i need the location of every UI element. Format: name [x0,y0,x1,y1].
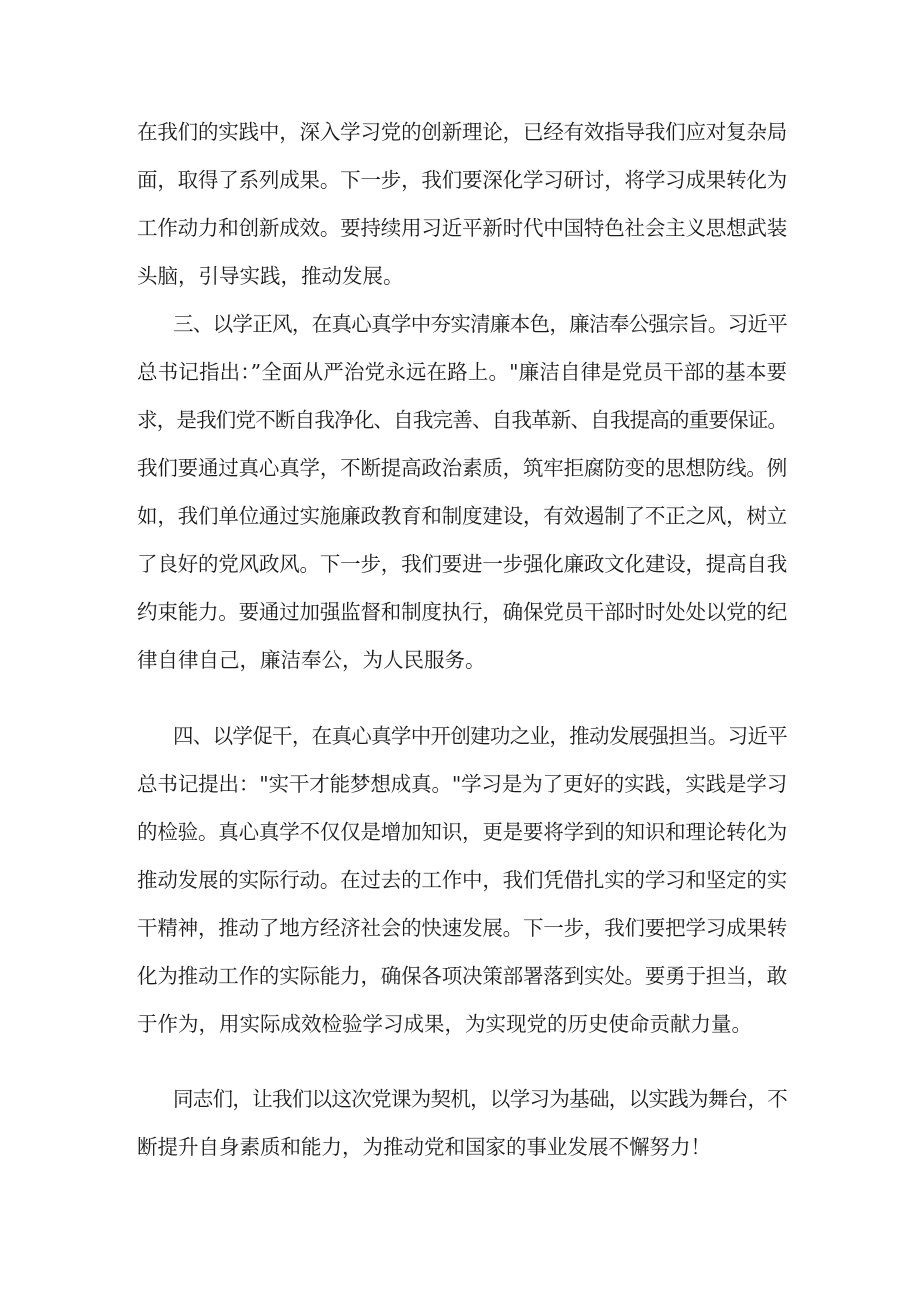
paragraph-practice-results [137,108,787,300]
text-line: 在我们的实践中，深入学习党的创新理论，已经有效指导我们应对复杂局 [137,120,787,144]
paragraph-section-four [137,712,787,1048]
text-line: 头脑，引导实践，推动发展。 [137,264,404,288]
text-line: 推动发展的实际行动。在过去的工作中，我们凭借扎实的学习和坚定的实 [137,868,787,892]
paragraph-closing [137,1075,787,1171]
text-line: 工作动力和创新成效。要持续用习近平新时代中国特色社会主义思想武装 [137,216,787,240]
text-line: 同志们，让我们以这次党课为契机，以学习为基础，以实践为舞台，不 [173,1087,787,1111]
text-line: 总书记提出："实干才能梦想成真。"学习是为了更好的实践，实践是学习 [137,772,787,796]
text-line: 求，是我们党不断自我净化、自我完善、自我革新、自我提高的重要保证。 [137,408,787,432]
text-line: 的检验。真心真学不仅仅是增加知识，更是要将学到的知识和理论转化为 [137,820,787,844]
text-line: 如，我们单位通过实施廉政教育和制度建设，有效遏制了不正之风，树立 [137,504,787,528]
text-line: 断提升自身素质和能力，为推动党和国家的事业发展不懈努力！ [137,1135,711,1159]
text-line: 我们要通过真心真学，不断提高政治素质，筑牢拒腐防变的思想防线。例 [137,456,787,480]
text-line: 总书记指出：”全面从严治党永远在路上。"廉洁自律是党员干部的基本要 [137,360,787,384]
paragraph-section-three [137,300,787,684]
text-line: 化为推动工作的实际能力，确保各项决策部署落到实处。要勇于担当，敢 [137,964,787,988]
text-line: 四、以学促干，在真心真学中开创建功之业，推动发展强担当。习近平 [173,724,787,748]
text-line: 了良好的党风政风。下一步，我们要进一步强化廉政文化建设，提高自我 [137,552,787,576]
text-line: 律自律自己，廉洁奉公，为人民服务。 [137,648,486,672]
text-line: 干精神，推动了地方经济社会的快速发展。下一步，我们要把学习成果转 [137,916,787,940]
text-line: 面，取得了系列成果。下一步，我们要深化学习研讨，将学习成果转化为 [137,168,787,192]
text-line: 于作为，用实际成效检验学习成果，为实现党的历史使命贡献力量。 [137,1012,752,1036]
text-line: 约束能力。要通过加强监督和制度执行，确保党员干部时时处处以党的纪 [137,600,787,624]
text-line: 三、以学正风，在真心真学中夯实清廉本色，廉洁奉公强宗旨。习近平 [173,312,787,336]
